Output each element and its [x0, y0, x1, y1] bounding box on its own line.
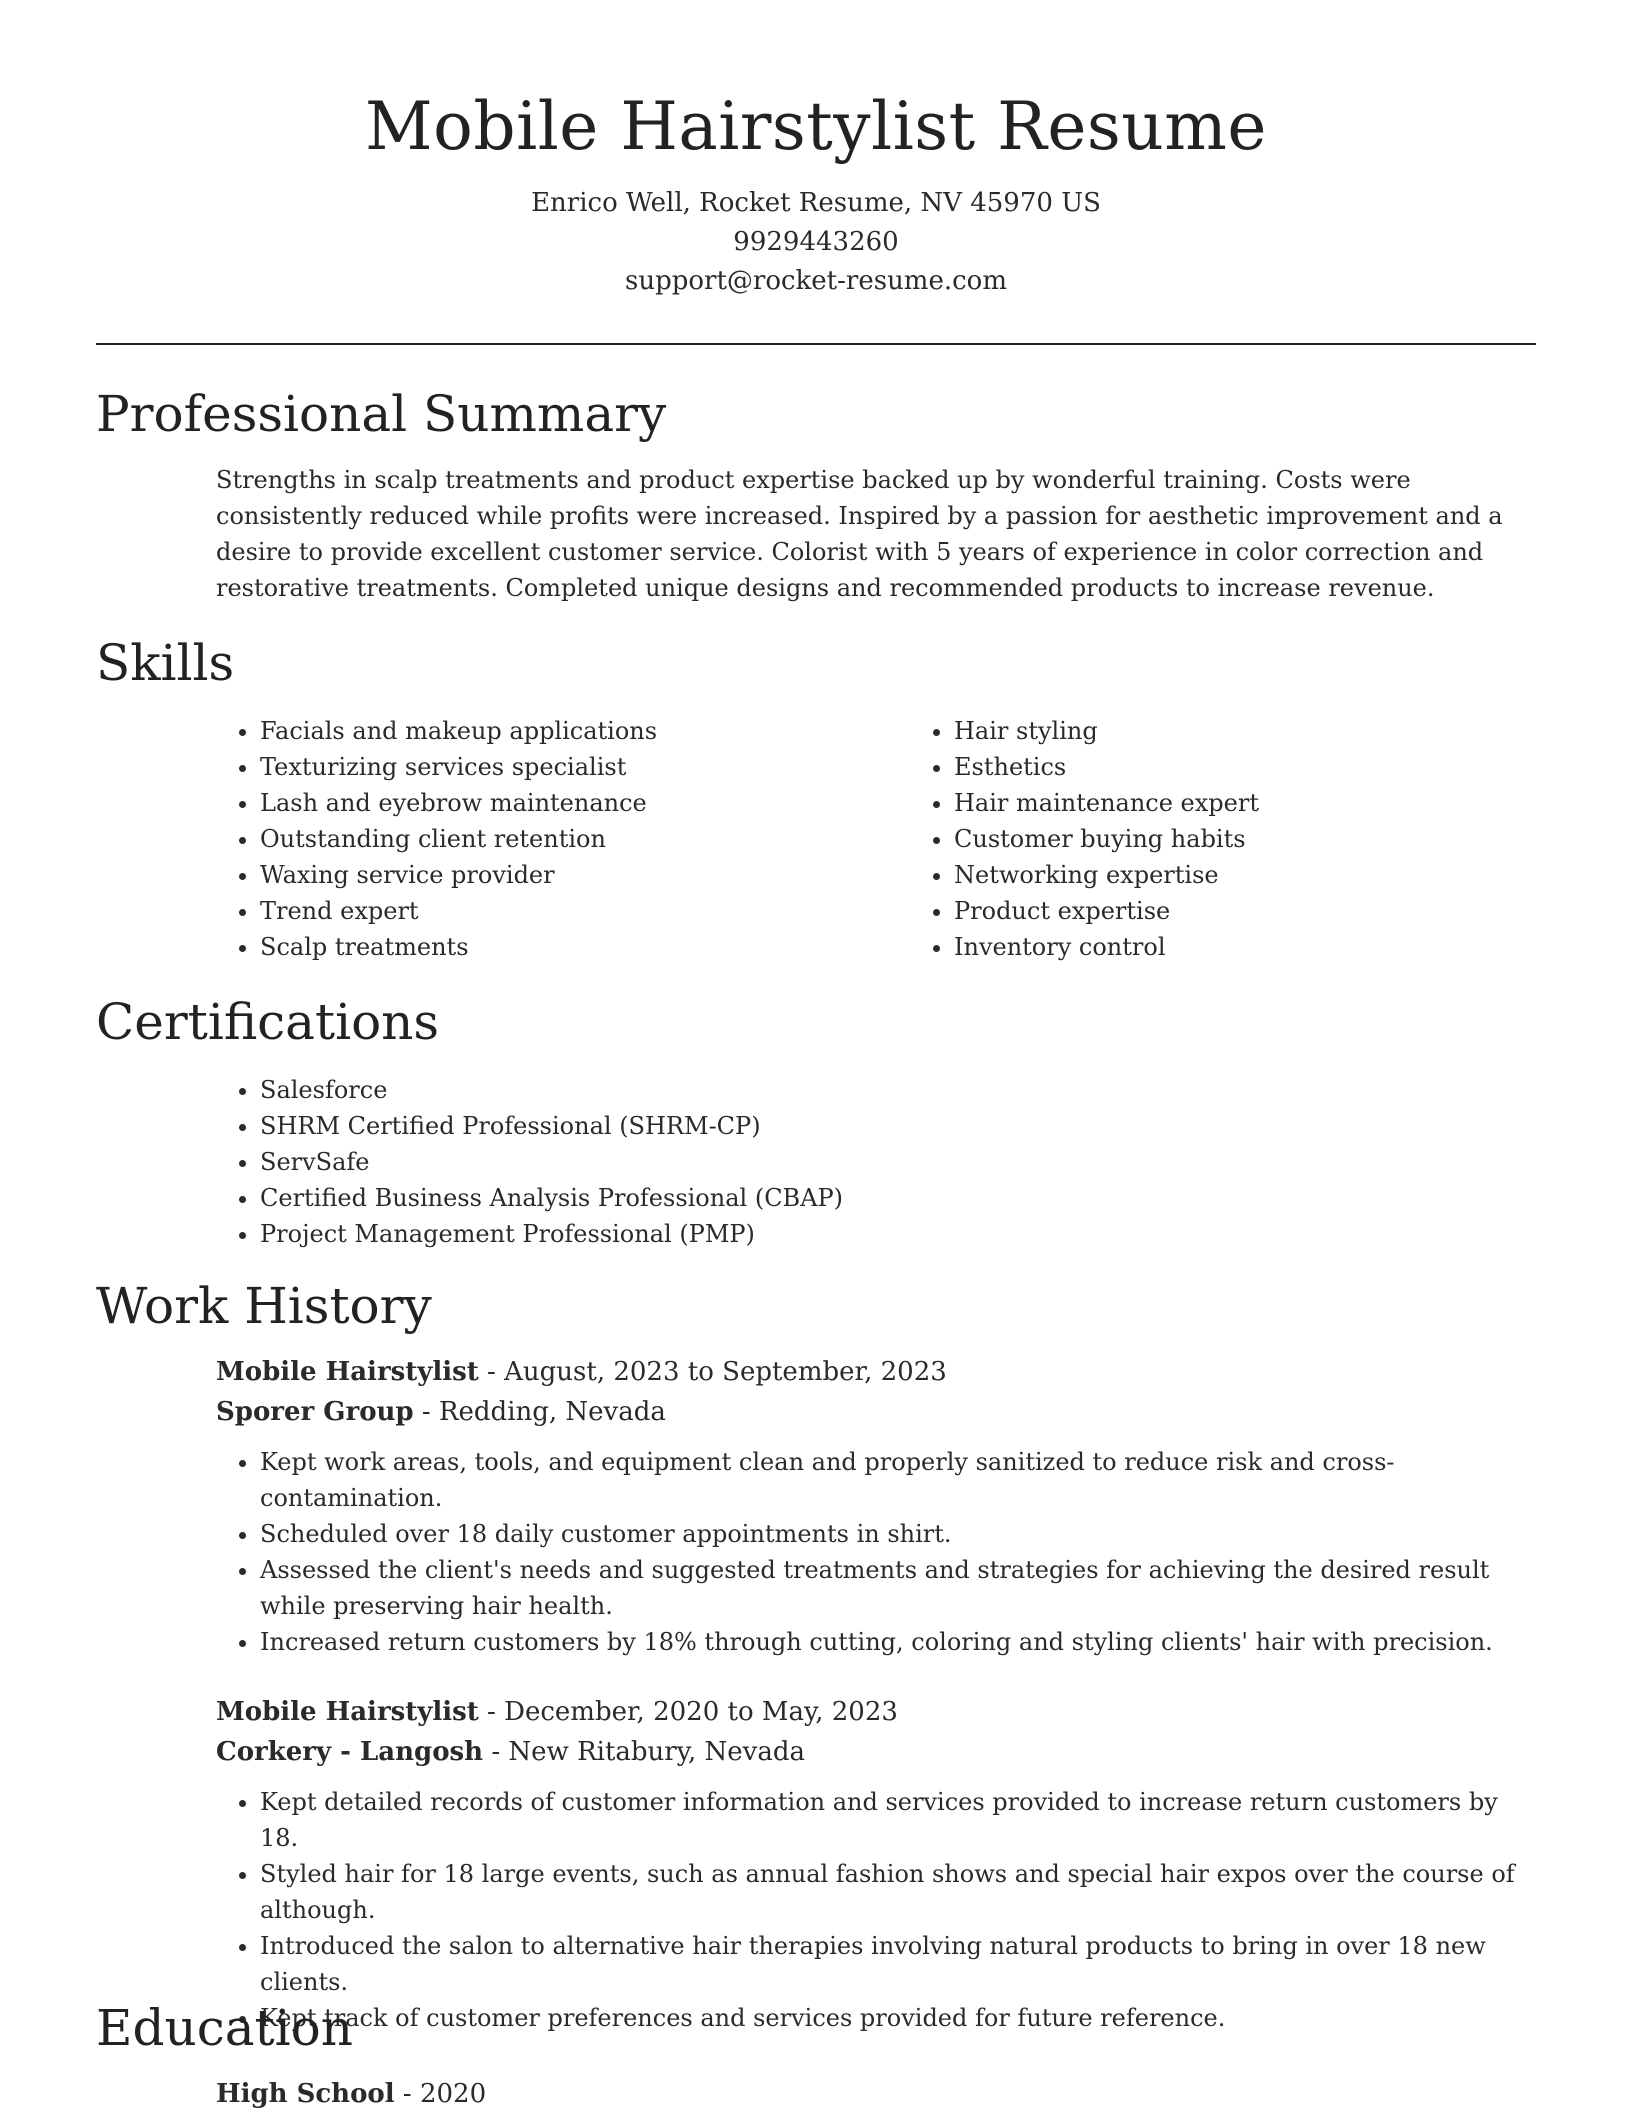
list-item: • Hair styling — [954, 713, 1259, 749]
certifications-section — [96, 990, 1536, 1252]
list-item: • Scheduled over 18 daily customer appointments in shirt. — [260, 1516, 1536, 1552]
list-item: • Texturizing services specialist — [260, 749, 910, 785]
list-item: • Certified Business Analysis Professional (CBAP) — [260, 1180, 1536, 1216]
certifications-list — [96, 1072, 1536, 1252]
education-entry — [216, 2074, 1536, 2114]
list-item: • Styled hair for 18 large events, such as annual fashion shows and special hair expos over the course of although. — [260, 1856, 1536, 1928]
list-item: • Assessed the client's needs and suggested treatments and strategies for achieving the desired result while preserving hair health. — [260, 1552, 1536, 1624]
page-title: Mobile Hairstylist Resume — [365, 88, 1267, 165]
job-dates: - August, 2023 to September, 2023 — [478, 1357, 947, 1387]
list-item: • Introduced the salon to alternative hair therapies involving natural products to bring in over 18 new clients. — [260, 1928, 1536, 2000]
list-item: • Networking expertise — [954, 857, 1259, 893]
list-item: • Waxing service provider — [260, 857, 910, 893]
list-item: • Trend expert — [260, 893, 910, 929]
list-item: • Customer buying habits — [954, 821, 1259, 857]
job-entry — [216, 1692, 1536, 2036]
work-history-section — [96, 1274, 1536, 2036]
job-company-line — [216, 1732, 1536, 1772]
list-item: • Outstanding client retention — [260, 821, 910, 857]
job-company-line — [216, 1392, 1536, 1432]
job-location: - Redding, Nevada — [413, 1397, 666, 1427]
header-divider — [96, 343, 1536, 345]
job-company: Sporer Group — [216, 1397, 414, 1427]
list-item: • Facials and makeup applications — [260, 713, 910, 749]
job-dates: - December, 2020 to May, 2023 — [478, 1697, 898, 1727]
list-item: • Salesforce — [260, 1072, 1536, 1108]
work-history-heading: Work History — [96, 1277, 432, 1335]
education-section — [96, 1996, 1536, 2114]
job-location: - New Ritabury, Nevada — [483, 1737, 805, 1767]
list-item: • Product expertise — [954, 893, 1259, 929]
contact-email: support@rocket-resume.com — [624, 266, 1007, 296]
skills-heading: Skills — [96, 634, 235, 692]
resume-page — [96, 0, 1536, 2109]
job-title: Mobile Hairstylist — [216, 1357, 479, 1387]
job-title: Mobile Hairstylist — [216, 1697, 479, 1727]
education-year: - 2020 — [394, 2079, 487, 2109]
contact-address: Enrico Well, Rocket Resume, NV 45970 US — [531, 188, 1101, 218]
contact-phone: 9929443260 — [733, 227, 899, 257]
list-item: • Kept track of customer preferences and services provided for future reference. — [260, 2000, 1536, 2036]
job-bullets — [216, 1444, 1536, 1660]
list-item: • SHRM Certified Professional (SHRM-CP) — [260, 1108, 1536, 1144]
education-degree: High School — [216, 2079, 395, 2109]
skills-list-left — [96, 713, 910, 965]
job-title-line — [216, 1352, 1536, 1392]
skills-columns — [96, 713, 1536, 965]
skills-section — [96, 631, 1536, 965]
list-item: • Project Management Professional (PMP) — [260, 1216, 1536, 1252]
contact-block — [96, 184, 1536, 301]
certifications-heading: Certifications — [96, 993, 440, 1051]
education-heading: Education — [96, 1999, 353, 2057]
job-company: Corkery - Langosh — [216, 1737, 484, 1767]
list-item: • Scalp treatments — [260, 929, 910, 965]
list-item: • Esthetics — [954, 749, 1259, 785]
job-title-line — [216, 1692, 1536, 1732]
list-item: • Increased return customers by 18% through cutting, coloring and styling clients' hair with precision. — [260, 1624, 1536, 1660]
summary-heading: Professional Summary — [96, 385, 667, 443]
list-item: • ServSafe — [260, 1144, 1536, 1180]
list-item: • Lash and eyebrow maintenance — [260, 785, 910, 821]
list-item: • Inventory control — [954, 929, 1259, 965]
job-entry — [216, 1352, 1536, 1660]
skills-list-right — [910, 713, 1259, 965]
list-item: • Hair maintenance expert — [954, 785, 1259, 821]
summary-section — [96, 382, 1536, 606]
list-item: • Kept detailed records of customer information and services provided to increase return customers by 18. — [260, 1784, 1536, 1856]
list-item: • Kept work areas, tools, and equipment clean and properly sanitized to reduce risk and cross-contamination. — [260, 1444, 1536, 1516]
summary-text: Strengths in scalp treatments and product expertise backed up by wonderful training. Costs were consistently reduced while profits were increased. Inspired by a passion for aesthetic improvement and a desire to provide excellent customer service. Colorist with 5 years of experience in color correction and restorative treatments. Completed unique designs and recommended products to increase revenue. — [216, 466, 1503, 602]
